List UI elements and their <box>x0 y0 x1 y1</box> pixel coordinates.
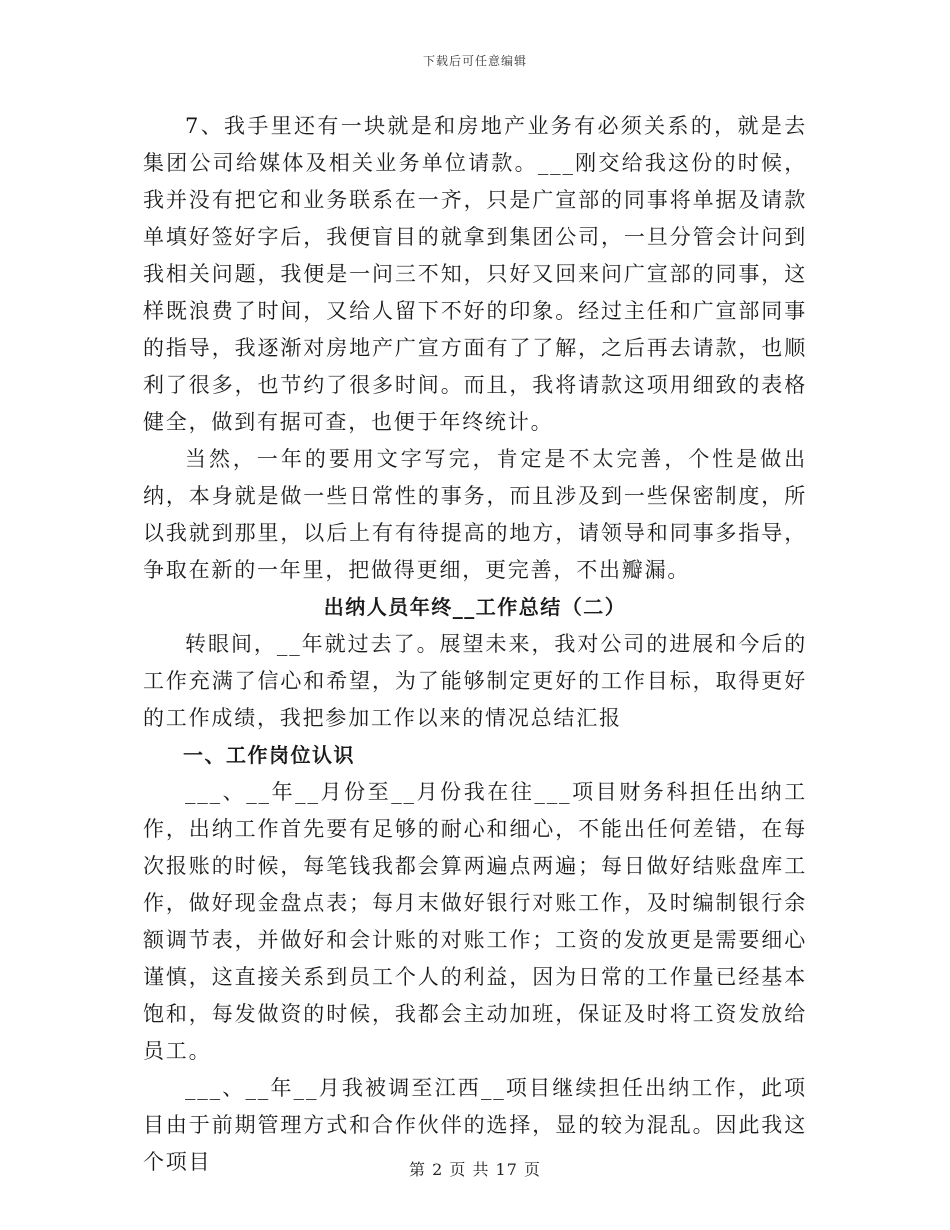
paragraph: 7、我手里还有一块就是和房地产业务有必须关系的，就是去集团公司给媒体及相关业务单位请款。___刚交给我这份的时候，我并没有把它和业务联系在一齐，只是广宣部的同事将单据及请款单填好签好字后，我便盲目的就拿到集团公司，一旦分管会计问到我相关问题，我便是一问三不知，只好又回来问广宣部的同事，这样既浪费了时间，又给人留下不好的印象。经过主任和广宣部同事的指导，我逐渐对房地产广宣方面有了了解，之后再去请款，也顺利了很多，也节约了很多时间。而且，我将请款这项用细致的表格健全，做到有据可查，也便于年终统计。 <box>143 114 807 434</box>
paragraph: ___、__年__月我被调至江西__项目继续担任出纳工作，此项目由于前期管理方式和合作伙伴的选择，显的较为混乱。因此我这个项目 <box>143 1076 807 1174</box>
section-title: 出纳人员年终__工作总结（二） <box>323 595 627 619</box>
paragraph: 当然，一年的要用文字写完，肯定是不太完善，个性是做出纳，本身就是做一些日常性的事务，而且涉及到一些保密制度，所以我就到那里，以后上有有待提高的地方，请领导和同事多指导，争取在新的一年里，把做得更细，更完善，不出瓣漏。 <box>143 447 807 582</box>
page-number-footer: 第 2 页 共 17 页 <box>409 1160 541 1179</box>
page-header-note: 下载后可任意编辑 <box>422 54 527 68</box>
document-body <box>143 108 807 1181</box>
paragraph: ___、__年__月份至__月份我在往___项目财务科担任出纳工作，出纳工作首先要有足够的耐心和细心，不能出任何差错，在每次报账的时候，每笔钱我都会算两遍点两遍；每日做好结账盘库工作，做好现金盘点表；每月末做好银行对账工作，及时编制银行余额调节表，并做好和会计账的对账工作；工资的发放更是需要细心谨慎，这直接关系到员工个人的利益，因为日常的工作量已经基本饱和，每发做资的时候，我都会主动加班，保证及时将工资发放给员工。 <box>143 780 807 1063</box>
paragraph: 转眼间，__年就过去了。展望未来，我对公司的进展和今后的工作充满了信心和希望，为了能够制定更好的工作目标，取得更好的工作成绩，我把参加工作以来的情况总结汇报 <box>143 632 807 730</box>
section-heading: 一、工作岗位认识 <box>183 743 355 767</box>
